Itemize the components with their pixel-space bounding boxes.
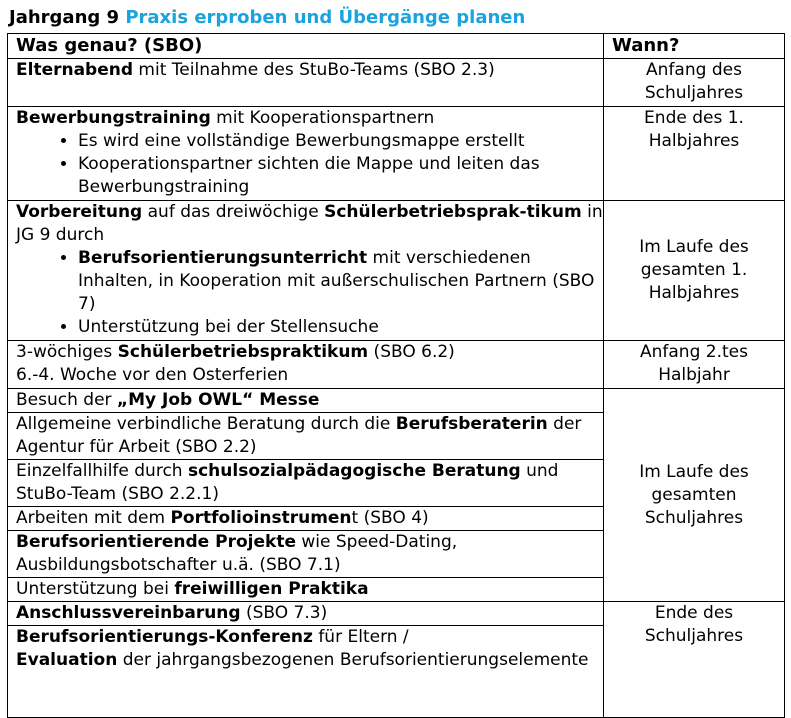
row-what: Bewerbungstraining mit Kooperationspartnern • Es wird eine vollständige Bewerbungsmappe erstellt • Kooperationspartner sichten die Mappe und leiten das Bewerbungstraining bbox=[8, 107, 604, 201]
table-row bbox=[8, 201, 785, 341]
table-row bbox=[8, 341, 785, 389]
page-title bbox=[9, 6, 525, 30]
table-row bbox=[8, 389, 785, 413]
header-what: Was genau? (SBO) bbox=[8, 34, 604, 59]
row-what: Elternabend mit Teilnahme des StuBo-Teams (SBO 2.3) bbox=[8, 59, 604, 107]
table-row bbox=[8, 107, 785, 201]
row-what: Besuch der „My Job OWL“ Messe bbox=[8, 389, 604, 413]
list-item: • Berufsorientierungsunterricht mit verschiedenen Inhalten, in Kooperation mit außerschulischen Partnern (SBO 7) bbox=[78, 247, 603, 316]
table-row bbox=[8, 59, 785, 107]
row-when: Im Laufe des gesamten 1. Halbjahres bbox=[604, 201, 785, 341]
list-item: • Es wird eine vollständige Bewerbungsmappe erstellt bbox=[78, 130, 603, 153]
row-what: 3-wöchiges Schülerbetriebspraktikum (SBO 6.2) 6.-4. Woche vor den Osterferien bbox=[8, 341, 604, 389]
row-what: Unterstützung bei freiwilligen Praktika bbox=[8, 578, 604, 602]
schedule-table bbox=[7, 33, 785, 718]
row-when: Anfang des Schuljahres bbox=[604, 59, 785, 107]
row-what: Arbeiten mit dem Portfolioinstrument (SBO 4) bbox=[8, 507, 604, 531]
table-row bbox=[8, 602, 785, 626]
table-header-row bbox=[8, 34, 785, 59]
row-what: Anschlussvereinbarung (SBO 7.3) bbox=[8, 602, 604, 626]
list-item: • Unterstützung bei der Stellensuche bbox=[78, 316, 603, 339]
row-what: Einzelfallhilfe durch schulsozialpädagogische Beratung und StuBo-Team (SBO 2.2.1) bbox=[8, 460, 604, 507]
row-what: Allgemeine verbindliche Beratung durch die Berufsberaterin der Agentur für Arbeit (SBO 2.2) bbox=[8, 413, 604, 460]
title-accent: Praxis erproben und Übergänge planen bbox=[125, 7, 526, 28]
title-prefix: Jahrgang 9 bbox=[9, 7, 120, 28]
end-when: Ende des Schuljahres bbox=[604, 602, 785, 718]
row-what: Berufsorientierende Projekte wie Speed-Dating, Ausbildungsbotschafter u.ä. (SBO 7.1) bbox=[8, 531, 604, 578]
row-when: Ende des 1. Halbjahres bbox=[604, 107, 785, 201]
header-when: Wann? bbox=[604, 34, 785, 59]
row-what: Berufsorientierungs-Konferenz für Eltern / Evaluation der jahrgangsbezogenen Berufsorientierungselemente bbox=[8, 626, 604, 718]
row-when: Anfang 2.tes Halbjahr bbox=[604, 341, 785, 389]
row-what: Vorbereitung auf das dreiwöchige Schülerbetriebsprak-tikum in JG 9 durch • Berufsorientierungsunterricht mit verschiedenen Inhalten, in Kooperation mit außerschulischen Partnern (SBO 7) • Unterstützung bei der Stellensuche bbox=[8, 201, 604, 341]
list-item: • Kooperationspartner sichten die Mappe und leiten das Bewerbungstraining bbox=[78, 153, 603, 199]
group-when: Im Laufe des gesamten Schuljahres bbox=[604, 389, 785, 602]
